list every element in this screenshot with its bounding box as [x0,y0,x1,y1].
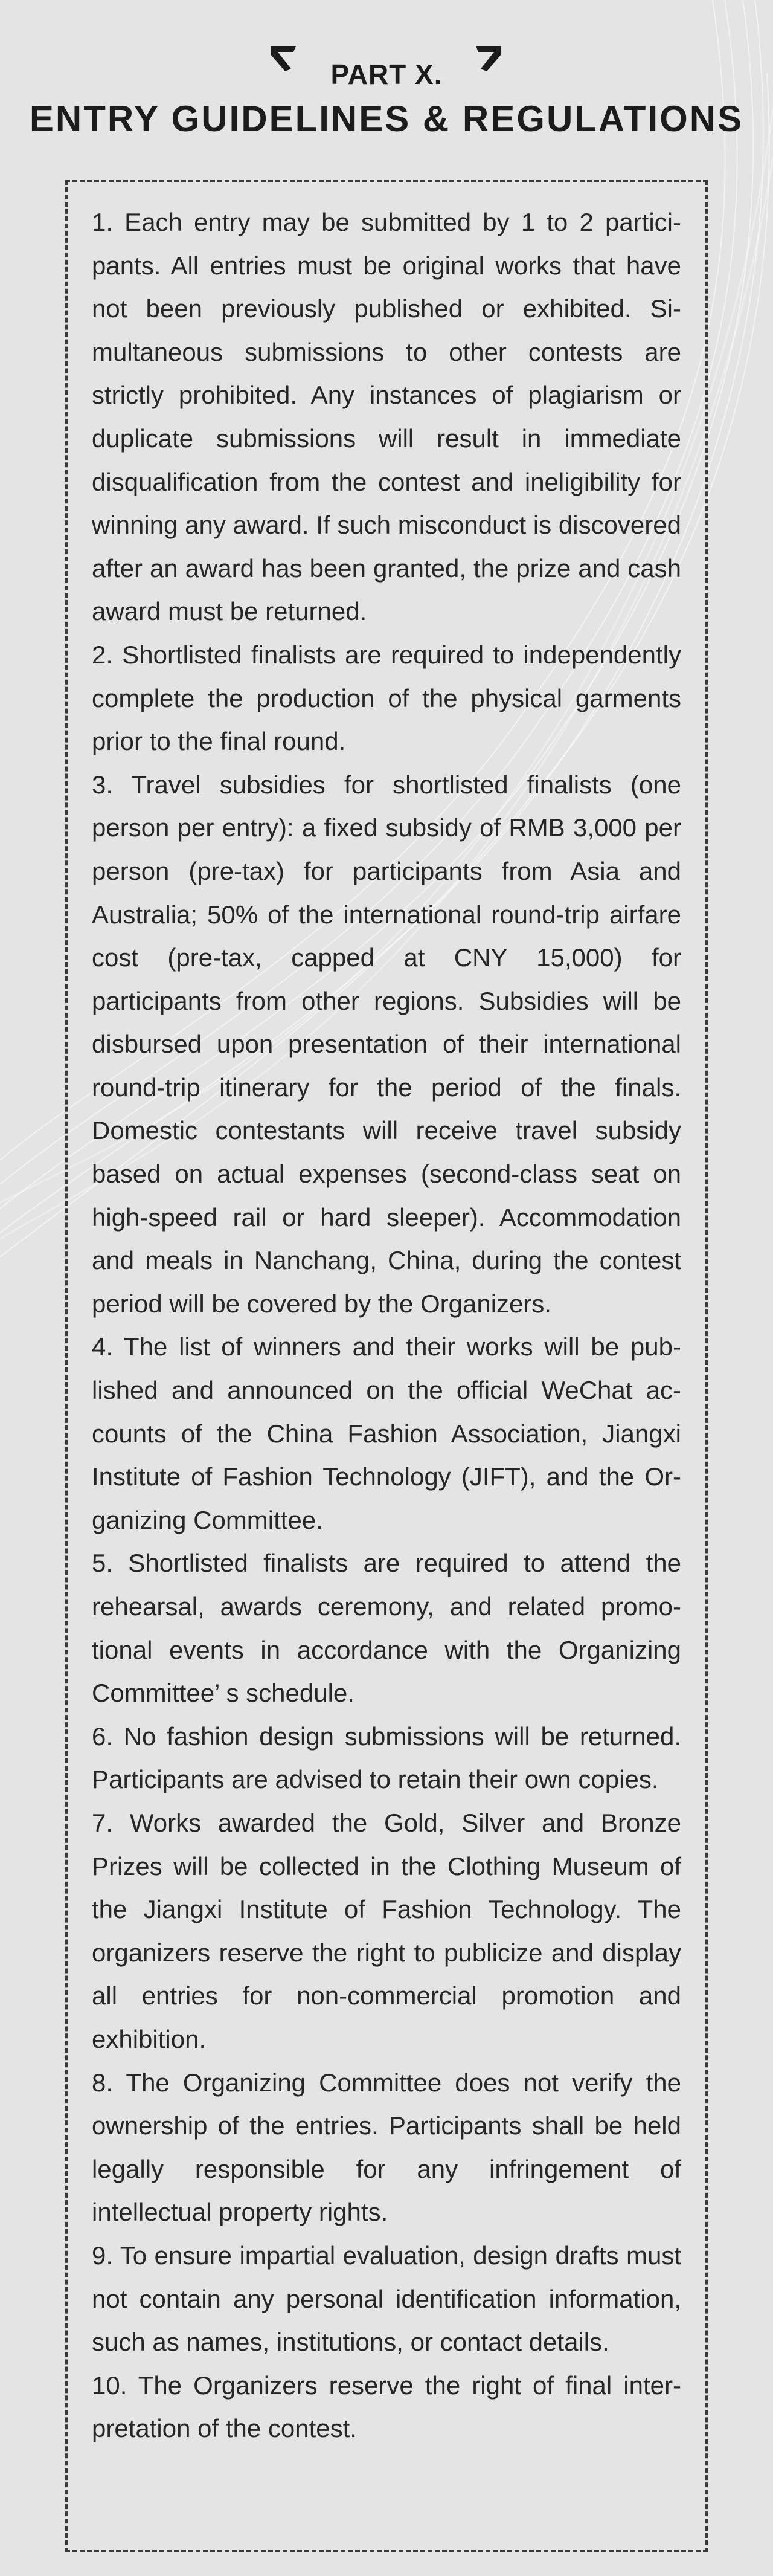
corner-bracket-right-icon [475,45,502,73]
rule-item: 10. The Organizers reserve the right of final interpretation of the contest. [92,2371,681,2443]
rule-item: 6. No fashion design submissions will be returned. Participants are advised to retain their own copies. [92,1722,681,1794]
rule-item: 5. Shortlisted finalists are required to attend the rehearsal, awards ceremony, and related promotional events in accordance with the Organizing Committee’ s schedule. [92,1549,681,1708]
rule-item: 1. Each entry may be submitted by 1 to 2 participants. All entries must be original works that have not been previously published or exhibited. Simultaneous submissions to other contests are strictly prohibited. Any instances of plagiarism or duplicate submissions will result in immediate disqualification from the contest and ineligibility for winning any award. If such misconduct is discovered after an award has been granted, the prize and cash award must be returned. [92,208,681,626]
rule-item: 8. The Organizing Committee does not verify the ownership of the entries. Participants shall be held legally responsible for any infringement of intellectual property rights. [92,2068,681,2227]
page-title: ENTRY GUIDELINES & REGULATIONS [29,98,744,139]
rule-item: 2. Shortlisted finalists are required to independently complete the production of the physical garments prior to the final round. [92,640,681,756]
header [0,0,773,157]
rule-item: 3. Travel subsidies for shortlisted finalists (one person per entry): a fixed subsidy of RMB 3,000 per person (pre-tax) for participants from Asia and Australia; 50% of the international round-trip airfare cost (pre-tax, capped at CNY 15,000) for participants from other regions. Subsidies will be disbursed upon presentation of their international round-trip itinerary for the period of the finals. Domestic contestants will receive travel subsidy based on actual expenses (second-class seat on high-speed rail or hard sleeper). Accommodation and meals in Nanchang, China, during the contest period will be covered by the Organizers. [92,770,681,1318]
rule-item: 7. Works awarded the Gold, Silver and Bronze Prizes will be collected in the Clothing Museum of the Jiangxi Institute of Fashion Technology. The organizers reserve the right to publicize and display all entries for non-commercial promotion and exhibition. [92,1808,681,2053]
part-label: PART X. [330,59,443,90]
rule-item: 4. The list of winners and their works will be published and announced on the official WeChat accounts of the China Fashion Association, Jiangxi Institute of Fashion Technology (JIFT), and the Organizing Committee. [92,1332,681,1534]
rules-list [92,201,681,2527]
rule-item: 9. To ensure impartial evaluation, design drafts must not contain any personal identification information, such as names, institutions, or contact details. [92,2241,681,2357]
